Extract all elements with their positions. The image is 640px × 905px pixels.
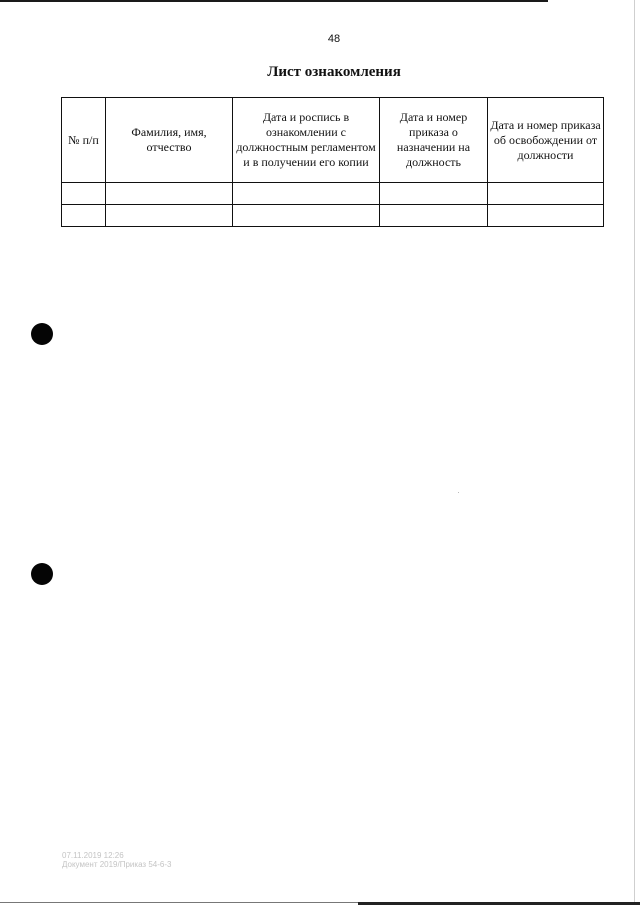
scan-edge-top (0, 0, 548, 2)
column-header-dismissal-order: Дата и номер приказа об освобождении от должности (488, 98, 604, 183)
table-cell (488, 205, 604, 227)
column-header-appointment-order: Дата и номер приказа о назначении на должность (380, 98, 488, 183)
footer-stamp-line-1: 07.11.2019 12:26 (62, 851, 124, 860)
table-cell (106, 205, 233, 227)
table-cell (62, 183, 106, 205)
table-row (62, 183, 604, 205)
column-header-acknowledgement-date-signature: Дата и роспись в ознакомлении с должностным регламентом и в получении его копии (233, 98, 380, 183)
punch-hole-upper (31, 323, 53, 345)
table-cell (380, 205, 488, 227)
table-cell (106, 183, 233, 205)
footer-stamp (62, 851, 171, 869)
column-header-full-name: Фамилия, имя, отчество (106, 98, 233, 183)
scan-edge-right (634, 0, 635, 905)
table-row (62, 205, 604, 227)
acknowledgement-table (61, 97, 604, 227)
table-header-row (62, 98, 604, 183)
footer-stamp-line-2: Документ 2019/Приказ 54-6-3 (62, 860, 172, 869)
table-cell (233, 205, 380, 227)
table-cell (62, 205, 106, 227)
page-title: Лист ознакомления (267, 64, 401, 80)
column-header-number: № п/п (62, 98, 106, 183)
scan-speck (458, 492, 459, 493)
table-cell (233, 183, 380, 205)
table-cell (380, 183, 488, 205)
page-number: 48 (327, 33, 341, 45)
punch-hole-lower (31, 563, 53, 585)
table-cell (488, 183, 604, 205)
